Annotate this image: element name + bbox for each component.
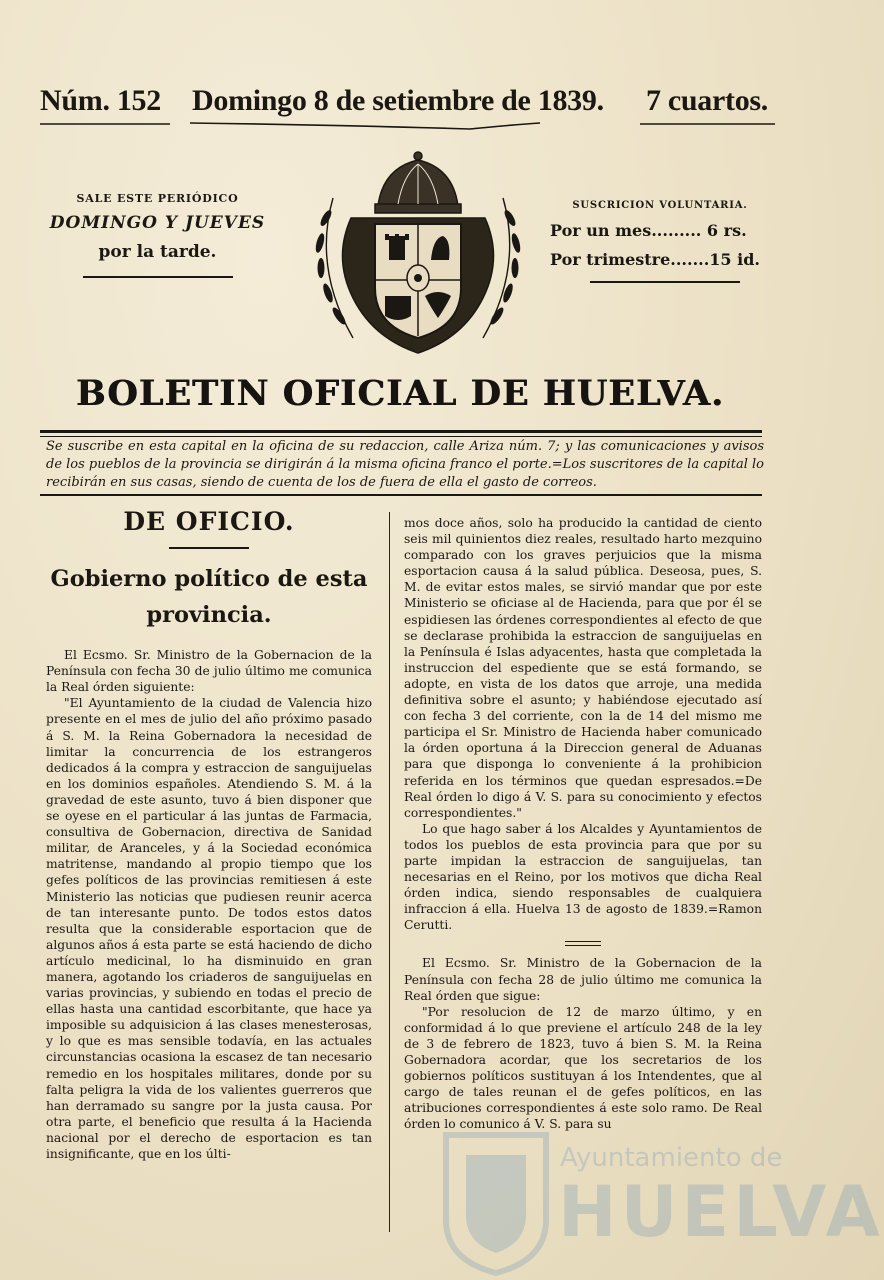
publication-schedule	[45, 192, 270, 278]
paragraph: mos doce años, solo ha producido la cantidad de ciento seis mil quinientos diez reales, resultado harto mezquino comparado con los graves perjuicios que la misma esportacion causa á la salud pública. Deseosa, pues, S. M. de evitar estos males, se sirvió mandar que por este Ministerio se oficiase al de Hacienda, para que por él se espidiesen las órdenes correspondientes al efecto de que se declarase prohibida la estraccion de sanguijuelas en la Península é Islas adyacentes, hasta que completada la instruccion del espediente que se está formando, se adopte, en vista de los datos que arroje, una medida definitiva sobre el asunto; y habiéndose ejecutado así con fecha 3 del corriente, con la de 14 del mismo me participa el Sr. Ministro de Hacienda haber comunicado la órden oportuna á la Direccion general de Aduanas para que disponga lo conveniente á la prohibicion referida en los términos que quedan espresados.=De Real órden lo digo á V. S. para su conocimiento y efectos correspondientes."	[404, 516, 762, 820]
left-column	[46, 507, 372, 1162]
section-title: DE OFICIO.	[123, 507, 295, 536]
watermark-line2: HUELVA	[558, 1171, 884, 1253]
paragraph: "Por resolucion de 12 de marzo último, y en conformidad á lo que previene el artículo 248 de la ley de 3 de febrero de 1823, tuvo á bien S. M. la Reina Gobernadora acordar, que los secretarios de los gobiernos políticos sustituyan á los Intendentes, que al cargo de tales reunan el de gefes políticos, en las atribuciones correspondientes á este solo ramo. De Real órden lo comunico á V. S. para su	[404, 1004, 762, 1132]
watermark-line1: Ayuntamiento de	[560, 1143, 783, 1173]
issue-price: 7 cuartos.	[646, 84, 768, 117]
paragraph: El Ecsmo. Sr. Ministro de la Gobernacion de la Península con fecha 30 de julio último me comunica la Real órden siguiente:	[46, 648, 372, 695]
article-separator	[565, 941, 601, 946]
archive-watermark	[430, 1125, 884, 1275]
right-column	[404, 515, 762, 1132]
rate-month: Por un mes......... 6 rs.	[550, 221, 747, 240]
subscription-rates	[550, 200, 770, 283]
newspaper-title: BOLETIN OFICIAL DE HUELVA.	[75, 373, 725, 414]
schedule-time: por la tarde.	[98, 242, 217, 262]
issue-date: Domingo 8 de setiembre de 1839.	[192, 84, 604, 117]
paragraph: El Ecsmo. Sr. Ministro de la Gobernacion de la Península con fecha 28 de julio último me comunica la Real órden que sigue:	[404, 956, 762, 1003]
schedule-days: DOMINGO Y JUEVES	[49, 213, 266, 233]
paragraph: Lo que hago saber á los Alcaldes y Ayuntamientos de todos los pueblos de esta provincia para que por su parte impidan la estraccion de sanguijuelas, tan necesarias en el Reino, por los motivos que dicha Real órden indica, siendo responsables de cualquiera infraccion á ella. Huelva 13 de agosto de 1839.=Ramon Cerutti.	[404, 821, 762, 933]
schedule-underline	[83, 276, 233, 278]
title-rule-thick	[40, 430, 762, 433]
ornamental-rule	[40, 122, 775, 130]
coat-of-arms-icon	[293, 148, 543, 363]
subscription-note: SUSCRICION VOLUNTARIA.	[572, 200, 748, 211]
schedule-note: SALE ESTE PERIÓDICO	[76, 192, 239, 205]
article-heading: Gobierno político de esta provincia.	[50, 566, 368, 629]
subscription-notice: Se suscribe en esta capital en la oficina de su redaccion, calle Ariza núm. 7; y las comunicaciones y avisos de los pueblos de la provincia se dirigirán á la misma oficina franco el porte.=Los suscritores de la capital lo recibirán en sus casas, siendo de cuenta de los de fuera de ella el gasto de correos.	[46, 439, 764, 490]
column-divider	[389, 512, 390, 1232]
paragraph: "El Ayuntamiento de la ciudad de Valencia hizo presente en el mes de julio del año próximo pasado á S. M. la Reina Gobernadora la necesidad de limitar la concurrencia de los estrangeros dedicados á la compra y estraccion de sanguijuelas en los dominios españoles. Atendiendo S. M. á la gravedad de este asunto, tuvo á bien disponer que se oyese en el particular á las juntas de Farmacia, consultiva de Gobernacion, directiva de Sanidad militar, de Aranceles, y á la Sociedad económica matritense, mandando al propio tiempo que los gefes políticos de las provincias remitiesen á este Ministerio las noticias que pudiesen reunir acerca de tan interesante punto. De todos estos datos resulta que la considerable esportacion que de algunos años á esta parte se está haciendo de dicho artículo medicinal, lo ha disminuido en gran manera, agotando los criaderos de sanguijuelas en varias provincias, y subiendo en todas el precio de ellas hasta una cantidad escorbitante, que hace ya imposible su adquisicion á las clases menesterosas, y lo que es mas sensible todavía, en las actuales circunstancias ocasiona la escasez de tan necesario remedio en los hospitales militares, donde por su falta peligra la vida de los valientes guerreros que han derramado su sangre por la justa causa. Por otra parte, el beneficio que resulta á la Hacienda nacional por el derecho de esportacion es tan insignificante, que en los últi-	[46, 696, 372, 1161]
section-rule	[169, 547, 249, 549]
notice-rule	[40, 494, 762, 496]
shield-watermark-icon	[440, 1125, 552, 1275]
title-rule-thin	[40, 436, 762, 437]
issue-number: Núm. 152	[40, 84, 161, 117]
rates-underline	[590, 281, 740, 283]
rate-quarter: Por trimestre.......15 id.	[550, 250, 760, 269]
masthead-top-line	[40, 84, 775, 124]
